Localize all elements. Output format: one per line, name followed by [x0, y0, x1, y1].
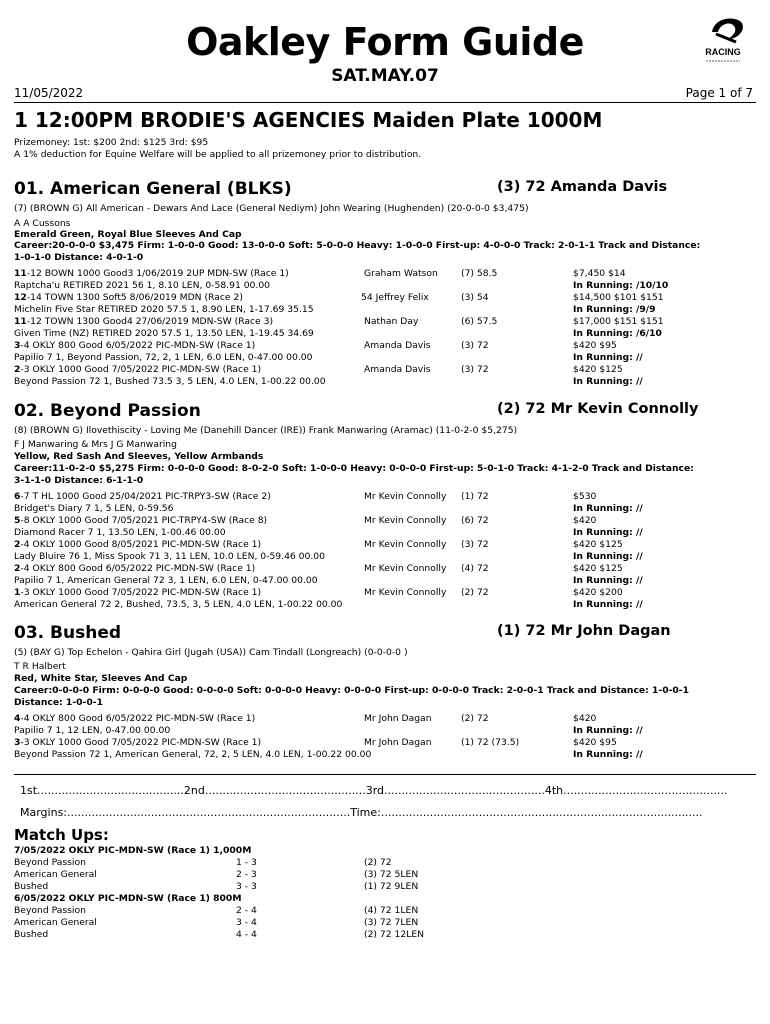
run-money: $420 $125 — [573, 563, 623, 574]
run-weight: (1) 72 (73.5) — [461, 737, 520, 748]
run-money: $420 $95 — [573, 737, 617, 748]
pedigree: (5) (BAY G) Top Echelon - Qahira Girl (Jugah (USA)) Cam Tindall (Longreach) (0-0-0-0 ) — [14, 647, 408, 658]
run-jockey: Mr Kevin Connolly — [364, 563, 447, 574]
run-jockey: Amanda Davis — [364, 340, 431, 351]
run-weight: (3) 72 — [461, 364, 489, 375]
matchup-result: (3) 72 5LEN — [364, 869, 419, 880]
matchup-heading: 6/05/2022 OKLY PIC-MDN-SW (Race 1) 800M — [14, 893, 242, 904]
run-detail: Bridget's Diary 7 1, 5 LEN, 0-59.56 — [14, 503, 174, 514]
run-line: 3-3 OKLY 1000 Good 7/05/2022 PIC-MDN-SW (Race 1) — [14, 737, 262, 748]
run-in-running: In Running: // — [573, 551, 643, 562]
run-jockey: Mr Kevin Connolly — [364, 491, 447, 502]
run-weight: (6) 57.5 — [461, 316, 498, 327]
run-jockey: Nathan Day — [364, 316, 419, 327]
run-weight: (4) 72 — [461, 563, 489, 574]
matchup-horse: American General — [14, 917, 97, 928]
run-money: $14,500 $101 $151 — [573, 292, 664, 303]
run-weight: (7) 58.5 — [461, 268, 498, 279]
barrier-jockey: (3) 72 Amanda Davis — [497, 179, 668, 195]
run-jockey: Mr Kevin Connolly — [364, 539, 447, 550]
run-in-running: In Running: /6/10 — [573, 328, 662, 339]
matchup-horse: Beyond Passion — [14, 905, 86, 916]
career-stats: Career:11-0-2-0 $5,275 Firm: 0-0-0-0 Good: 8-0-2-0 Soft: 1-0-0-0 Heavy: 0-0-0-0 First-up: 5-0-1-0 Track: 4-1-2-0 Track and Distance: — [14, 463, 694, 474]
run-in-running: In Running: /10/10 — [573, 280, 669, 291]
run-weight: (3) 54 — [461, 292, 489, 303]
run-money: $530 — [573, 491, 597, 502]
run-detail: Papilio 7 1, Beyond Passion, 72, 2, 1 LEN, 6.0 LEN, 0-47.00 00.00 — [14, 352, 313, 363]
run-detail: Papilio 7 1, 12 LEN, 0-47.00 00.00 — [14, 725, 171, 736]
print-date: 11/05/2022 — [14, 86, 84, 100]
run-in-running: In Running: // — [573, 599, 643, 610]
run-jockey: Mr John Dagan — [364, 737, 432, 748]
run-detail: Raptcha'u RETIRED 2021 56 1, 8.10 LEN, 0-58.91 00.00 — [14, 280, 271, 291]
career-stats-cont: 3-1-1-0 Distance: 6-1-1-0 — [14, 475, 144, 486]
run-weight: (6) 72 — [461, 515, 489, 526]
run-line: 11-12 BOWN 1000 Good3 1/06/2019 2UP MDN-SW (Race 1) — [14, 268, 289, 279]
matchup-horse: American General — [14, 869, 97, 880]
matchup-result: (4) 72 1LEN — [364, 905, 419, 916]
run-line: 11-12 TOWN 1300 Good4 27/06/2019 MDN-SW (Race 3) — [14, 316, 274, 327]
run-line: 2-4 OKLY 1000 Good 8/05/2021 PIC-MDN-SW (Race 1) — [14, 539, 262, 550]
run-jockey: Amanda Davis — [364, 364, 431, 375]
run-in-running: In Running: // — [573, 527, 643, 538]
run-in-running: In Running: /9/9 — [573, 304, 656, 315]
prizemoney: Prizemoney: 1st: $200 2nd: $125 3rd: $95 — [14, 137, 209, 148]
race-title: 1 12:00PM BRODIE'S AGENCIES Maiden Plate 1000M — [14, 108, 603, 132]
pedigree: (7) (BROWN G) All American - Dewars And Lace (General Nediym) John Wearing (Hughenden) (20-0-0-0 $3,475) — [14, 203, 529, 214]
run-jockey: Mr Kevin Connolly — [364, 515, 447, 526]
run-line: 3-4 OKLY 800 Good 6/05/2022 PIC-MDN-SW (Race 1) — [14, 340, 256, 351]
matchup-result: (2) 72 — [364, 857, 392, 868]
run-line: 2-3 OKLY 1000 Good 7/05/2022 PIC-MDN-SW (Race 1) — [14, 364, 262, 375]
matchup-result: (1) 72 9LEN — [364, 881, 419, 892]
pedigree: (8) (BROWN G) Ilovethiscity - Loving Me (Danehill Dancer (IRE)) Frank Manwaring (Aramac) (11-0-2-0 $5,275) — [14, 425, 518, 436]
matchups-title: Match Ups: — [14, 826, 109, 844]
run-in-running: In Running: // — [573, 725, 643, 736]
colours: Emerald Green, Royal Blue Sleeves And Cap — [14, 229, 242, 240]
run-weight: (2) 72 — [461, 713, 489, 724]
run-detail: Beyond Passion 72 1, Bushed 73.5 3, 5 LEN, 4.0 LEN, 1-00.22 00.00 — [14, 376, 326, 387]
horse-name: 01. American General (BLKS) — [14, 179, 292, 199]
run-in-running: In Running: // — [573, 575, 643, 586]
horse-name: 03. Bushed — [14, 623, 122, 643]
career-stats: Career:0-0-0-0 Firm: 0-0-0-0 Good: 0-0-0-0 Soft: 0-0-0-0 Heavy: 0-0-0-0 First-up: 0-0-0-0 Track: 2-0-0-1 Track and Distance: 1-0-0-1 — [14, 685, 690, 696]
horse-name: 02. Beyond Passion — [14, 401, 201, 421]
divider — [14, 102, 756, 103]
matchup-position: 3 - 3 — [236, 881, 257, 892]
run-line: 12-14 TOWN 1300 Soft5 8/06/2019 MDN (Race 2) — [14, 292, 243, 303]
run-detail: Lady Bluire 76 1, Miss Spook 71 3, 11 LEN, 10.0 LEN, 0-59.46 00.00 — [14, 551, 325, 562]
matchup-result: (2) 72 12LEN — [364, 929, 425, 940]
run-detail: Beyond Passion 72 1, American General, 72, 2, 5 LEN, 4.0 LEN, 1-00.22 00.00 — [14, 749, 372, 760]
run-in-running: In Running: // — [573, 749, 643, 760]
run-money: $420 — [573, 515, 597, 526]
matchup-result: (3) 72 7LEN — [364, 917, 419, 928]
career-stats: Career:20-0-0-0 $3,475 Firm: 1-0-0-0 Good: 13-0-0-0 Soft: 5-0-0-0 Heavy: 1-0-0-0 First-up: 4-0-0-0 Track: 2-0-1-1 Track and Distance: — [14, 240, 701, 251]
run-detail: Papilio 7 1, American General 72 3, 1 LEN, 6.0 LEN, 0-47.00 00.00 — [14, 575, 318, 586]
matchup-heading: 7/05/2022 OKLY PIC-MDN-SW (Race 1) 1,000M — [14, 845, 252, 856]
run-detail: Michelin Five Star RETIRED 2020 57.5 1, 8.90 LEN, 1-17.69 35.15 — [14, 304, 314, 315]
page-title: Oakley Form Guide — [186, 20, 584, 64]
owner: T R Halbert — [14, 661, 66, 672]
run-weight: (3) 72 — [461, 340, 489, 351]
colours: Red, White Star, Sleeves And Cap — [14, 673, 188, 684]
run-money: $420 $125 — [573, 539, 623, 550]
owner: F J Manwaring & Mrs J G Manwaring — [14, 439, 177, 450]
placings-line: 1st..........................................2nd..............................................3rd..............................................4th............................................... — [20, 784, 728, 797]
run-money: $7,450 $14 — [573, 268, 626, 279]
run-line: 5-8 OKLY 1000 Good 7/05/2021 PIC-TRPY4-SW (Race 8) — [14, 515, 268, 526]
racing-logo — [694, 12, 752, 64]
matchup-horse: Beyond Passion — [14, 857, 86, 868]
run-in-running: In Running: // — [573, 503, 643, 514]
run-detail: Given Time (NZ) RETIRED 2020 57.5 1, 13.50 LEN, 1-19.45 34.69 — [14, 328, 314, 339]
meeting-day: SAT.MAY.07 — [331, 66, 439, 86]
run-detail: American General 72 2, Bushed, 73.5, 3, 5 LEN, 4.0 LEN, 1-00.22 00.00 — [14, 599, 343, 610]
svg-text:RACING: RACING — [705, 47, 741, 57]
matchup-position: 2 - 4 — [236, 905, 257, 916]
matchup-position: 1 - 3 — [236, 857, 257, 868]
run-money: $420 — [573, 713, 597, 724]
run-in-running: In Running: // — [573, 376, 643, 387]
run-weight: (2) 72 — [461, 587, 489, 598]
run-weight: (3) 72 — [461, 539, 489, 550]
run-detail: Diamond Racer 7 1, 13.50 LEN, 1-00.46 00.00 — [14, 527, 226, 538]
matchup-position: 3 - 4 — [236, 917, 257, 928]
run-money: $420 $200 — [573, 587, 623, 598]
page-number: Page 1 of 7 — [685, 86, 753, 100]
run-line: 1-3 OKLY 1000 Good 7/05/2022 PIC-MDN-SW (Race 1) — [14, 587, 262, 598]
welfare-note: A 1% deduction for Equine Welfare will be applied to all prizemoney prior to distribution. — [14, 149, 422, 160]
run-weight: (1) 72 — [461, 491, 489, 502]
colours: Yellow, Red Sash And Sleeves, Yellow Armbands — [14, 451, 264, 462]
racing-logo-icon — [694, 12, 752, 64]
run-in-running: In Running: // — [573, 352, 643, 363]
divider — [14, 774, 756, 775]
run-money: $420 $95 — [573, 340, 617, 351]
run-line: 6-7 T HL 1000 Good 25/04/2021 PIC-TRPY3-SW (Race 2) — [14, 491, 271, 502]
matchup-position: 4 - 4 — [236, 929, 257, 940]
run-money: $420 $125 — [573, 364, 623, 375]
matchup-horse: Bushed — [14, 929, 49, 940]
run-jockey: Mr John Dagan — [364, 713, 432, 724]
run-money: $17,000 $151 $151 — [573, 316, 664, 327]
barrier-jockey: (1) 72 Mr John Dagan — [497, 623, 671, 639]
run-line: 4-4 OKLY 800 Good 6/05/2022 PIC-MDN-SW (Race 1) — [14, 713, 256, 724]
career-stats-cont: 1-0-1-0 Distance: 4-0-1-0 — [14, 252, 144, 263]
run-jockey: 54 Jeffrey Felix — [361, 292, 429, 303]
run-jockey: Mr Kevin Connolly — [364, 587, 447, 598]
barrier-jockey: (2) 72 Mr Kevin Connolly — [497, 401, 699, 417]
career-stats-cont: Distance: 1-0-0-1 — [14, 697, 103, 708]
matchup-horse: Bushed — [14, 881, 49, 892]
owner: A A Cussons — [14, 218, 71, 229]
run-line: 2-4 OKLY 800 Good 6/05/2022 PIC-MDN-SW (Race 1) — [14, 563, 256, 574]
run-jockey: Graham Watson — [364, 268, 438, 279]
margins-time-line: Margins:.................................................................................Time:............................................................................................ — [20, 806, 703, 819]
matchup-position: 2 - 3 — [236, 869, 257, 880]
